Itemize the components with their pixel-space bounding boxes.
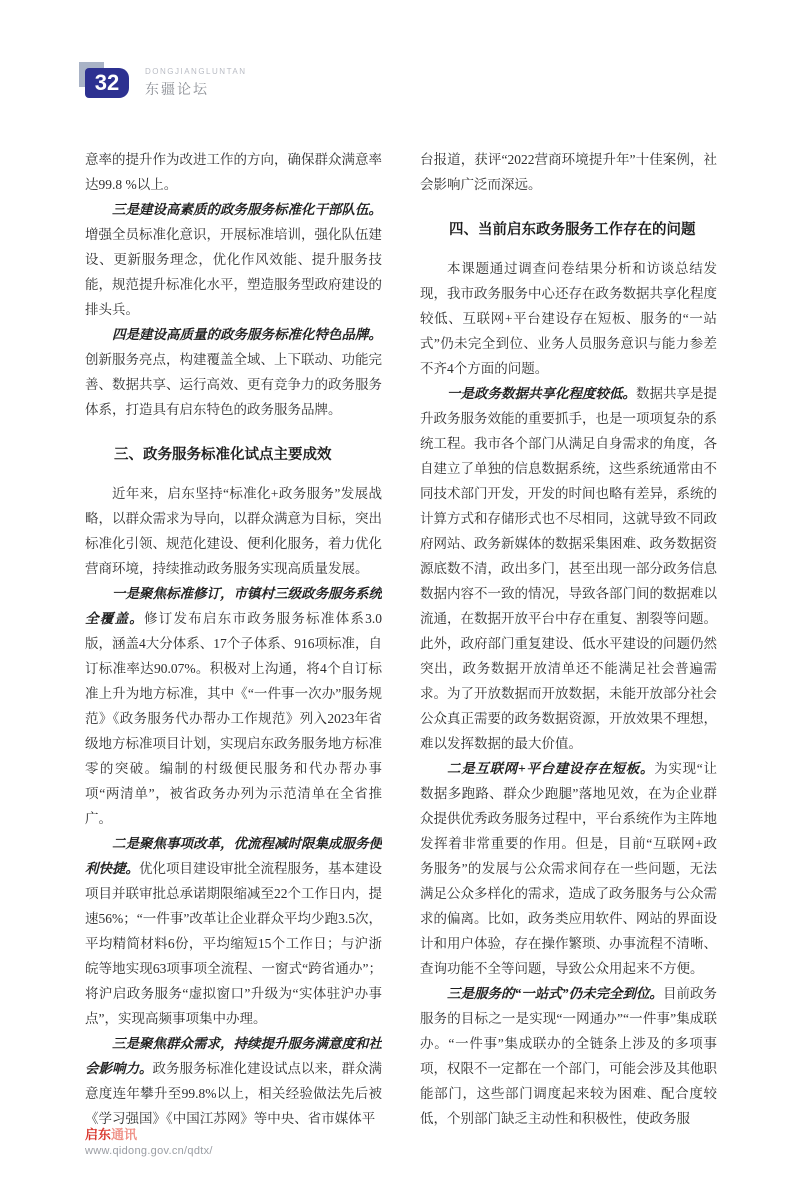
paragraph-lead: 三是服务的“一站式”仍未完全到位。 (447, 986, 663, 1001)
paragraph-lead: 二是互联网+平台建设存在短板。 (447, 761, 655, 776)
paragraph-lead: 二是聚焦事项改革，优流程减时限集成服务便利快捷。 (85, 836, 382, 876)
article-body (85, 147, 717, 1129)
paragraph (85, 322, 382, 422)
paragraph-text: 增强全员标准化意识，开展标准培训，强化队伍建设、更新服务理念，优化作风效能、提升服务技能，规范提升标准化水平，塑造服务型政府建设的排头兵。 (85, 227, 382, 317)
paragraph (85, 1031, 382, 1129)
left-column (85, 147, 382, 1129)
paragraph: 本课题通过调查问卷结果分析和访谈总结发现，我市政务服务中心还存在政务数据共享化程度较低、互联网+平台建设存在短板、服务的“一站式”仍未完全到位、业务人员服务意识与能力参差不齐4个方面的问题。 (420, 261, 717, 376)
paragraph-text: 政务服务标准化建设试点以来，群众满意度连年攀升至99.8%以上，相关经验做法先后被《学习强国》《中国江苏网》等中央、省市媒体平 (85, 1061, 382, 1126)
page-number-badge (85, 66, 135, 104)
paragraph: 近年来，启东坚持“标准化+政务服务”发展战略，以群众需求为导向，以群众满意为目标，突出标准化引领、规范化建设、便利化服务，着力优化营商环境，持续推动政务服务实现高质量发展。 (85, 486, 382, 576)
brand-strong: 启东 (85, 1127, 112, 1142)
paragraph-text: 目前政务服务的目标之一是实现“一网通办”“一件事”集成联办。“一件事”集成联办的全链条上涉及的多项事项，权限不一定都在一个部门，可能会涉及其他职能部门，这些部门调度起来较为困难、配合度较低，个别部门缺乏主动性和积极性，使政务服 (420, 986, 717, 1126)
paragraph-text: 优化项目建设审批全流程服务，基本建设项目并联审批总承诺期限缩减至22个工作日内，提速56%；“一件事”改革让企业群众平均少跑3.5次，平均精简材料6份，平均缩短15个工作日；与沪浙皖等地实现63项事项全流程、一窗式“跨省通办”；将沪启政务服务“虚拟窗口”升级为“实体驻沪办事点”，实现高频事项集中办理。 (85, 861, 382, 1026)
paragraph (85, 197, 382, 322)
section-heading-4: 四、当前启东政务服务工作存在的问题 (449, 222, 696, 238)
publication-url: www.qidong.gov.cn/qdtx/ (85, 1145, 213, 1157)
page-header (85, 66, 246, 104)
journal-title-block (145, 66, 246, 99)
paragraph (85, 831, 382, 1031)
paragraph (420, 381, 717, 756)
section-heading-3: 三、政务服务标准化试点主要成效 (114, 447, 332, 463)
paragraph-text: 数据共享是提升政务服务效能的重要抓手，也是一项项复杂的系统工程。我市各个部门从满足自身需求的角度，各自建立了单独的信息数据系统，这些系统通常由不同技术部门开发，开发的时间也略有差异，系统的计算方式和存储形式也不尽相同，这就导致不同政府网站、政务新媒体的数据采集困难、政务数据资源底数不清，政出多门，甚至出现一部分政务信息数据内容不一致的情况，导致各部门间的数据难以流通，在数据开放平台中存在重复、割裂等问题。此外，政府部门重复建设、低水平建设的问题仍然突出，政务数据开放清单还不能满足社会普遍需求。为了开放数据而开放数据，未能开放部分社会公众真正需要的政务数据资源，开放效果不理想，难以发挥数据的最大价值。 (420, 386, 717, 751)
paragraph (420, 981, 717, 1129)
paragraph-text: 为实现“让数据多跑路、群众少跑腿”落地见效，在为企业群众提供优秀政务服务过程中，平台系统作为主阵地发挥着非常重要的作用。但是，目前“互联网+政务服务”的发展与公众需求间存在一些问题，无法满足公众多样化的需求，造成了政务服务与公众需求的偏离。比如，政务类应用软件、网站的界面设计和用户体验，存在操作繁琐、办事流程不清晰、查询功能不全等问题，导致公众用起来不方便。 (420, 761, 717, 976)
paragraph-lead: 三是建设高素质的政务服务标准化干部队伍。 (112, 202, 382, 217)
paragraph-continuation: 台报道，获评“2022营商环境提升年”十佳案例，社会影响广泛而深远。 (420, 152, 717, 192)
brand-light: 通讯 (111, 1127, 138, 1142)
right-column (420, 147, 717, 1129)
paragraph (85, 581, 382, 831)
paragraph-text: 创新服务亮点，构建覆盖全域、上下联动、功能完善、数据共享、运行高效、更有竞争力的政务服务体系，打造具有启东特色的政务服务品牌。 (85, 352, 382, 417)
paragraph-lead: 四是建设高质量的政务服务标准化特色品牌。 (112, 327, 382, 342)
page-number: 32 (85, 68, 129, 98)
journal-name: 东疆论坛 (145, 81, 209, 97)
journal-pinyin: DONGJIANGLUNTAN (145, 67, 247, 76)
paragraph-continuation: 意率的提升作为改进工作的方向，确保群众满意率达99.8 %以上。 (85, 152, 382, 192)
paragraph-lead: 一是政务数据共享化程度较低。 (447, 386, 636, 401)
paragraph-text: 修订发布启东市政务服务标准体系3.0版，涵盖4大分体系、17个子体系、916项标准，自订标准率达90.07%。积极对上沟通，将4个自订标准上升为地方标准，其中《“一件事一次办”服务规范》《政务服务代办帮办工作规范》列入2023年省级地方标准项目计划，实现启东政务服务地方标准零的突破。编制的村级便民服务和代办帮办事项“两清单”，被省政务办列为示范清单在全省推广。 (85, 611, 382, 826)
paragraph (420, 756, 717, 981)
page-footer (85, 1128, 213, 1157)
paragraph-lead: 一是聚焦标准修订，市镇村三级政务服务系统全覆盖。 (85, 586, 382, 626)
publication-brand (85, 1128, 213, 1142)
paragraph-lead: 三是聚焦群众需求，持续提升服务满意度和社会影响力。 (85, 1036, 382, 1076)
